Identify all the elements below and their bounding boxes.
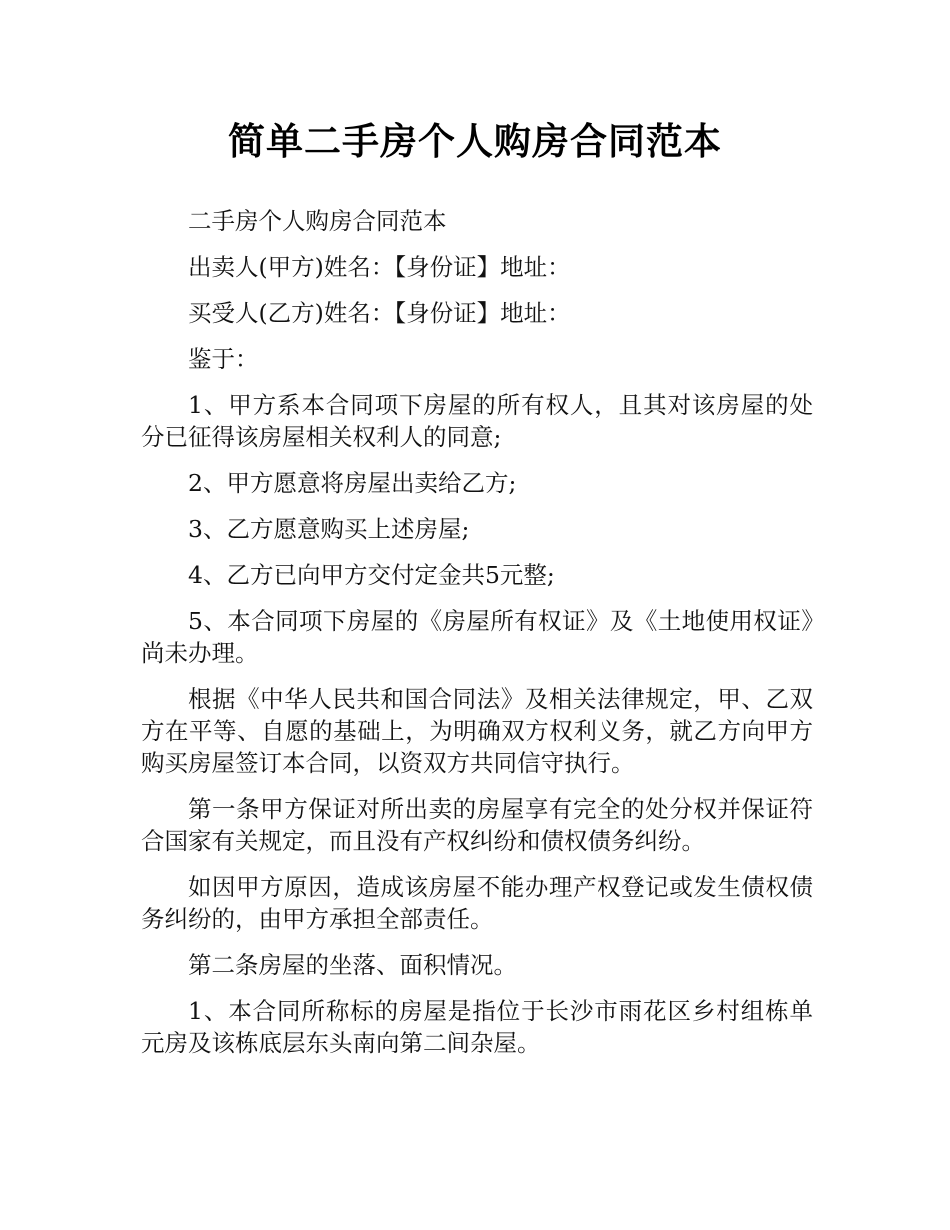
paragraph-article-2-item-1: 1、本合同所称标的房屋是指位于长沙市雨花区乡村组栋单元房及该栋底层东头南向第二间杂屋。 [141,997,813,1057]
paragraph-article-1: 第一条甲方保证对所出卖的房屋享有完全的处分权并保证符合国家有关规定，而且没有产权纠纷和债权债务纠纷。 [141,795,813,855]
paragraph-whereas: 鉴于： [188,345,259,373]
paragraph-article-1-liability: 如因甲方原因，造成该房屋不能办理产权登记或发生债权债务纠纷的，由甲方承担全部责任。 [141,873,813,933]
paragraph-recital-4: 4、乙方已向甲方交付定金共5元整; [188,561,555,589]
paragraph-basis: 根据《中华人民共和国合同法》及相关法律规定，甲、乙双方在平等、自愿的基础上，为明确双方权利义务，就乙方向甲方购买房屋签订本合同，以资双方共同信守执行。 [141,685,813,777]
paragraph-subtitle: 二手房个人购房合同范本 [188,207,447,235]
paragraph-article-2: 第二条房屋的坐落、面积情况。 [188,951,517,979]
paragraph-seller: 出卖人(甲方)姓名：【身份证】地址： [188,253,571,281]
document-title: 简单二手房个人购房合同范本 [228,120,722,163]
paragraph-recital-5: 5、本合同项下房屋的《房屋所有权证》及《土地使用权证》尚未办理。 [141,607,813,667]
paragraph-buyer: 买受人(乙方)姓名：【身份证】地址： [188,299,571,327]
document-body [141,205,813,1073]
paragraph-recital-3: 3、乙方愿意购买上述房屋; [188,515,470,543]
paragraph-recital-1: 1、甲方系本合同项下房屋的所有权人，且其对该房屋的处分已征得该房屋相关权利人的同意; [141,391,813,451]
paragraph-recital-2: 2、甲方愿意将房屋出卖给乙方; [188,469,517,497]
